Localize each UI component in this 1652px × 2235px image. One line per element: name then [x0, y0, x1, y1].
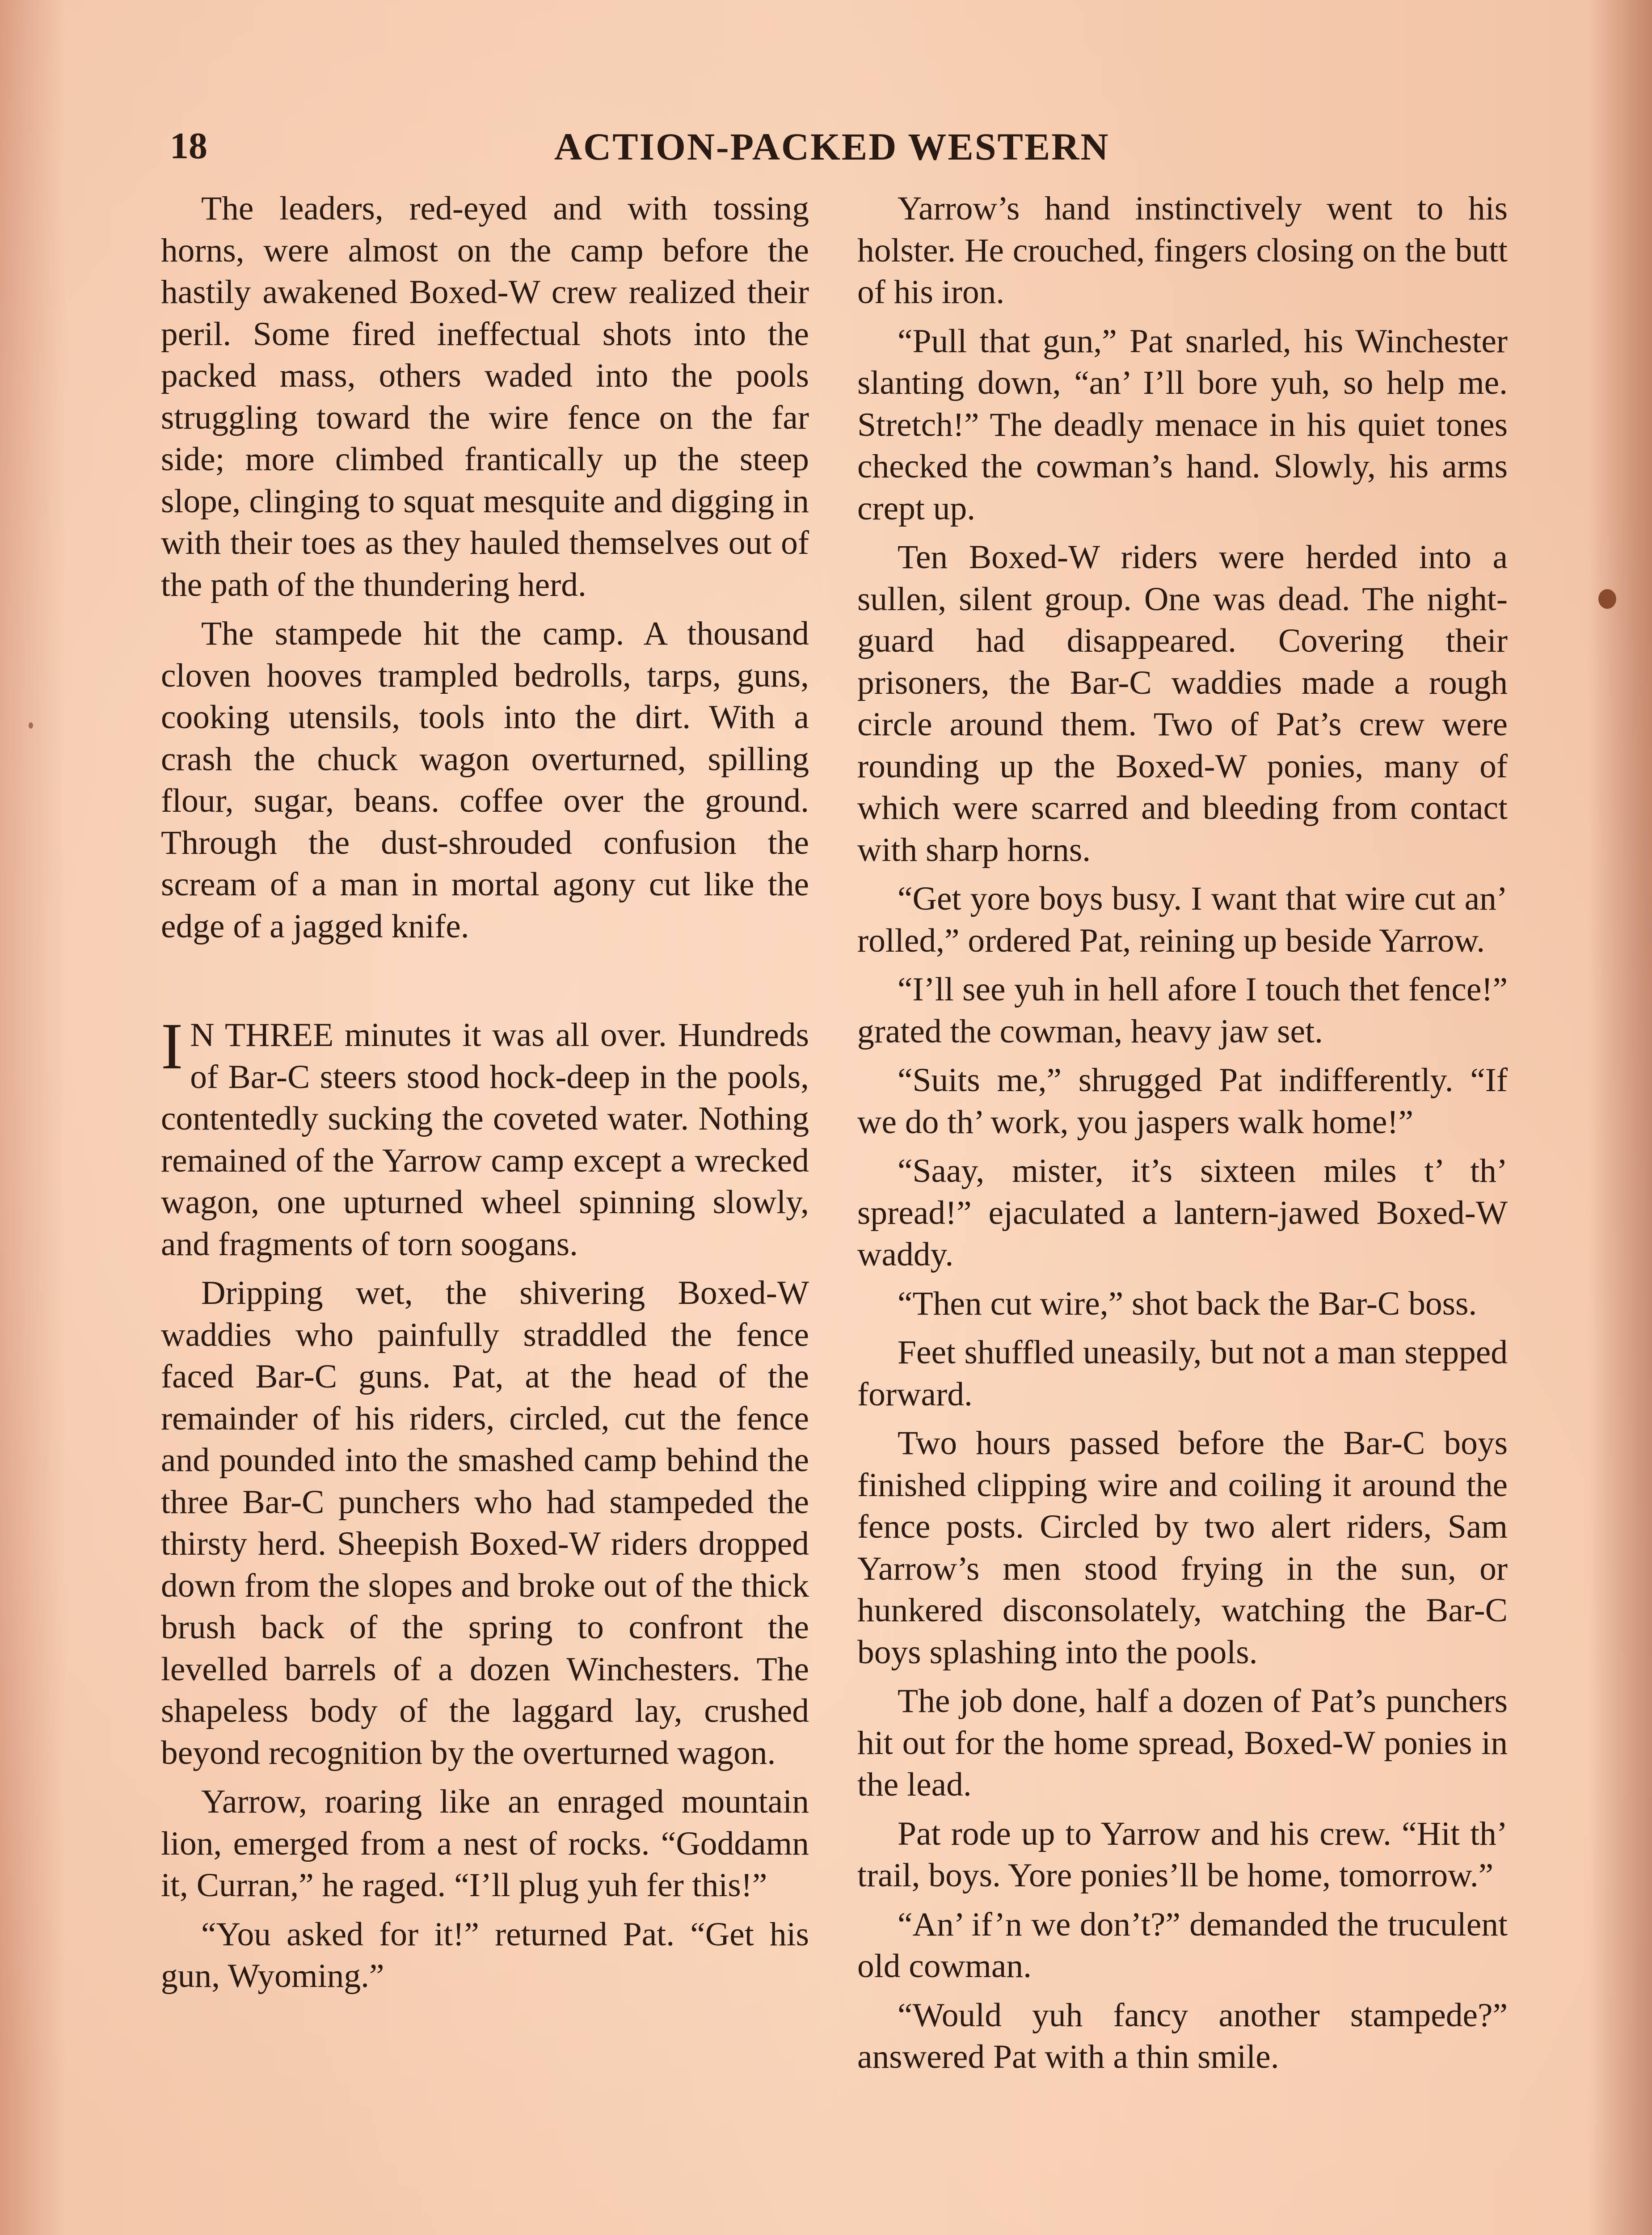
paragraph: “Then cut wire,” shot back the Bar-C boss.	[898, 1285, 1477, 1322]
paper-speck	[29, 722, 33, 729]
paragraph: “You asked for it!” returned Pat. “Get his gun, Wyoming.”	[161, 1915, 809, 1995]
paragraph: Yarrow’s hand instinctively went to his holster. He crouched, fingers closing on the butt of his iron.	[857, 190, 1508, 311]
paragraph: “Pull that gun,” Pat snarled, his Winchester slanting down, “an’ I’ll bore yuh, so help me. Stretch!” The deadly menace in his quiet tones checked the cowman’s hand. Slowly, his arms crept up.	[857, 322, 1508, 527]
paragraph: “Get yore boys busy. I want that wire cut an’ rolled,” ordered Pat, reining up beside Yarrow.	[857, 880, 1508, 959]
page-number: 18	[170, 125, 207, 167]
paragraph: “Suits me,” shrugged Pat indifferently. “If we do th’ work, you jaspers walk home!”	[857, 1062, 1508, 1141]
paragraph: The job done, half a dozen of Pat’s punchers hit out for the home spread, Boxed-W ponies in the lead.	[857, 1683, 1508, 1803]
paragraph: The leaders, red-eyed and with tossing horns, were almost on the camp before the hastily awakened Boxed-W crew realized their peril. Some fired ineffectual shots into the packed mass, others waded into the pools struggling toward the wire fence on the far side; more climbed frantically up the steep slope, clinging to squat mesquite and digging in with their toes as they hauled themselves out of the path of the thundering herd.	[161, 190, 809, 603]
paragraph: “An’ if’n we don’t?” demanded the truculent old cowman.	[857, 1906, 1508, 1985]
paragraph: “Saay, mister, it’s sixteen miles t’ th’ spread!” ejaculated a lantern-jawed Boxed-W waddy.	[857, 1152, 1508, 1273]
paper-speck	[1598, 589, 1616, 609]
paragraph: Yarrow, roaring like an enraged mountain lion, emerged from a nest of rocks. “Goddamn it, Curran,” he raged. “I’ll plug yuh fer this!”	[161, 1783, 809, 1904]
paragraph-with-drop-cap	[161, 1010, 809, 1265]
paragraph: Pat rode up to Yarrow and his crew. “Hit th’ trail, boys. Yore ponies’ll be home, tomorrow.”	[857, 1815, 1508, 1894]
paragraph: “I’ll see yuh in hell afore I touch thet fence!” grated the cowman, heavy jaw set.	[857, 971, 1508, 1050]
paragraph-text: N THREE minutes it was all over. Hundreds of Bar-C steers stood hock-deep in the pools, contentedly sucking the coveted water. Nothing remained of the Yarrow camp except a wrecked wagon, one upturned wheel spinning slowly, and fragments of torn soogans.	[161, 1016, 809, 1263]
paragraph: Two hours passed before the Bar-C boys finished clipping wire and coiling it around the fence posts. Circled by two alert riders, Sam Yarrow’s men stood frying in the sun, or hunkered disconsolately, watching the Bar-C boys splashing into the pools.	[857, 1425, 1508, 1671]
page-edge-shadow	[1589, 0, 1652, 2235]
paragraph: The stampede hit the camp. A thousand cloven hooves trampled bedrolls, tarps, guns, cooking utensils, tools into the dirt. With a crash the chuck wagon overturned, spilling flour, sugar, beans. coffee over the ground. Through the dust-shrouded confusion the scream of a man in mortal agony cut like the edge of a jagged knife.	[161, 615, 809, 945]
page-header	[170, 124, 1518, 173]
magazine-title: ACTION-PACKED WESTERN	[554, 125, 1110, 168]
paragraph: Feet shuffled uneasily, but not a man stepped forward.	[857, 1334, 1508, 1413]
paragraph: “Would yuh fancy another stampede?” answered Pat with a thin smile.	[857, 1996, 1508, 2075]
paragraph: Dripping wet, the shivering Boxed-W waddies who painfully straddled the fence faced Bar-C guns. Pat, at the head of the remainder of his riders, circled, cut the fence and pounded into the smashed camp behind the three Bar-C punchers who had stampeded the thirsty herd. Sheepish Boxed-W riders dropped down from the slopes and broke out of the thick brush back of the spring to confront the levelled barrels of a dozen Winchesters. The shapeless body of the laggard lay, crushed beyond recognition by the overturned wagon.	[161, 1274, 809, 1771]
drop-cap: I	[161, 1010, 183, 1083]
paragraph: Ten Boxed-W riders were herded into a sullen, silent group. One was dead. The night-guard had disappeared. Covering their prisoners, the Bar-C waddies made a rough circle around them. Two of Pat’s crew were rounding up the Boxed-W ponies, many of which were scarred and bleeding from contact with sharp horns.	[857, 539, 1508, 869]
right-column	[857, 188, 1508, 2078]
left-column	[161, 188, 809, 1997]
